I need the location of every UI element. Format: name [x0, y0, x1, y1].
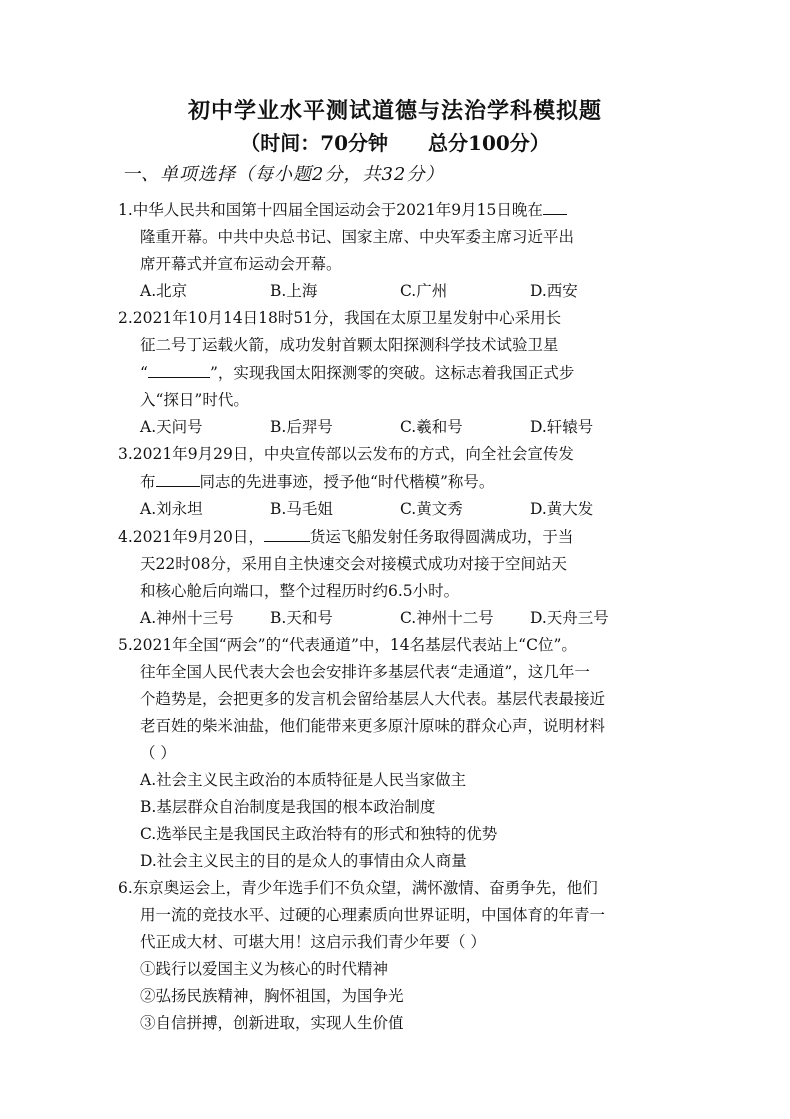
question-5	[118, 632, 718, 875]
q2-options	[118, 414, 718, 441]
question-1	[118, 196, 718, 305]
q2-line-1: 2.2021年10月14日18时51分，我国在太原卫星发射中心采用长	[118, 309, 562, 327]
q1-line-1: 1.中华人民共和国第十四届全国运动会于2021年9月15日晚在	[118, 201, 543, 219]
question-4	[118, 523, 718, 632]
q4-blank	[264, 523, 310, 542]
q2-line-4: 入“探日”时代。	[140, 391, 249, 409]
time-info: （时间：70分钟	[240, 131, 389, 155]
q2-blank	[148, 359, 210, 378]
option-b: B.基层群众自治制度是我国的根本政治制度	[140, 798, 436, 816]
q1-line-3: 席开幕式并宣布运动会开幕。	[140, 255, 342, 273]
option-a: A.刘永坦	[140, 500, 203, 518]
question-6	[118, 875, 718, 1037]
option-a: A.社会主义民主政治的本质特征是人民当家做主	[140, 771, 467, 789]
question-3	[118, 441, 718, 523]
q6-line-2: 用一流的竞技水平、过硬的心理素质向世界证明，中国体育的年青一	[140, 906, 606, 924]
q4-options	[118, 605, 718, 632]
option-c: C.黄文秀	[400, 500, 463, 518]
exam-subtitle	[0, 128, 790, 158]
option-a: A.北京	[140, 282, 188, 300]
q4-line-1-start: 4.2021年9月20日，	[118, 528, 264, 546]
option-c: C.羲和号	[400, 418, 463, 436]
q5-line-3: 个趋势是，会把更多的发言机会留给基层人大代表。基层代表最接近	[140, 690, 606, 708]
option-c: C.选举民主是我国民主政治特有的形式和独特的优势	[140, 825, 498, 843]
q3-line-1: 3.2021年9月29日，中央宣传部以云发布的方式，向全社会宣传发	[118, 445, 574, 463]
q3-options	[118, 496, 718, 523]
exam-title: 初中学业水平测试道德与法治学科模拟题	[187, 98, 602, 124]
option-c: C.神州十二号	[400, 609, 494, 627]
option-b: B.上海	[270, 282, 318, 300]
option-a: A.神州十三号	[140, 609, 234, 627]
q6-item-1: ①践行以爱国主义为核心的时代精神	[140, 960, 389, 978]
option-d: D.天舟三号	[530, 609, 609, 627]
section-title: 一、单项选择（每小题2分，共32分）	[122, 164, 445, 185]
q5-line-1: 5.2021年全国“两会”的“代表通道”中，14名基层代表站上“C位”。	[118, 636, 577, 654]
q3-blank	[156, 468, 200, 487]
q2-line-2: 征二号丁运载火箭，成功发射首颗太阳探测科学技术试验卫星	[140, 336, 559, 354]
q5-line-4: 老百姓的柴米油盐，他们能带来更多原汁原味的群众心声，说明材料	[140, 717, 606, 735]
q5-answer-bracket: （ ）	[140, 744, 176, 762]
q1-blank	[543, 196, 567, 215]
option-d: D.西安	[530, 282, 578, 300]
option-d: D.轩辕号	[530, 418, 594, 436]
q4-line-2: 天22时08分，采用自主快速交会对接模式成功对接于空间站天	[140, 555, 567, 573]
q6-item-3: ③自信拼搏，创新进取，实现人生价值	[140, 1014, 404, 1032]
option-b: B.马毛姐	[270, 500, 333, 518]
option-b: B.天和号	[270, 609, 333, 627]
q6-line-1: 6.东京奥运会上，青少年选手们不负众望，满怀激情、奋勇争先，他们	[118, 879, 598, 897]
option-d: D.社会主义民主的目的是众人的事情由众人商量	[140, 852, 467, 870]
q5-line-2: 往年全国人民代表大会也会安排许多基层代表“走通道”，这几年一	[140, 663, 590, 681]
option-c: C.广州	[400, 282, 448, 300]
q6-item-2: ②弘扬民族精神，胸怀祖国，为国争光	[140, 987, 404, 1005]
q3-line-2-start: 布	[140, 473, 156, 491]
q4-line-1: 货运飞船发射任务取得圆满成功，于当	[309, 528, 574, 546]
q2-quote-open: “	[140, 364, 148, 382]
option-a: A.天问号	[140, 418, 203, 436]
question-list	[118, 196, 718, 1037]
score-info: 总分100分）	[428, 131, 550, 155]
q3-line-2: 同志的先进事迹，授予他“时代楷模”称号。	[199, 473, 495, 491]
option-d: D.黄大发	[530, 500, 594, 518]
q1-line-2: 隆重开幕。中共中央总书记、国家主席、中央军委主席习近平出	[140, 228, 575, 246]
option-b: B.后羿号	[270, 418, 333, 436]
q1-options	[118, 278, 718, 305]
q6-line-3: 代正成大材、可堪大用！这启示我们青少年要（ ）	[140, 933, 486, 951]
q2-line-3: ”，实现我国太阳探测零的突破。这标志着我国正式步	[209, 364, 575, 382]
question-2	[118, 305, 718, 441]
q4-line-3: 和核心舱后向端口，整个过程历时约6.5小时。	[140, 582, 460, 600]
